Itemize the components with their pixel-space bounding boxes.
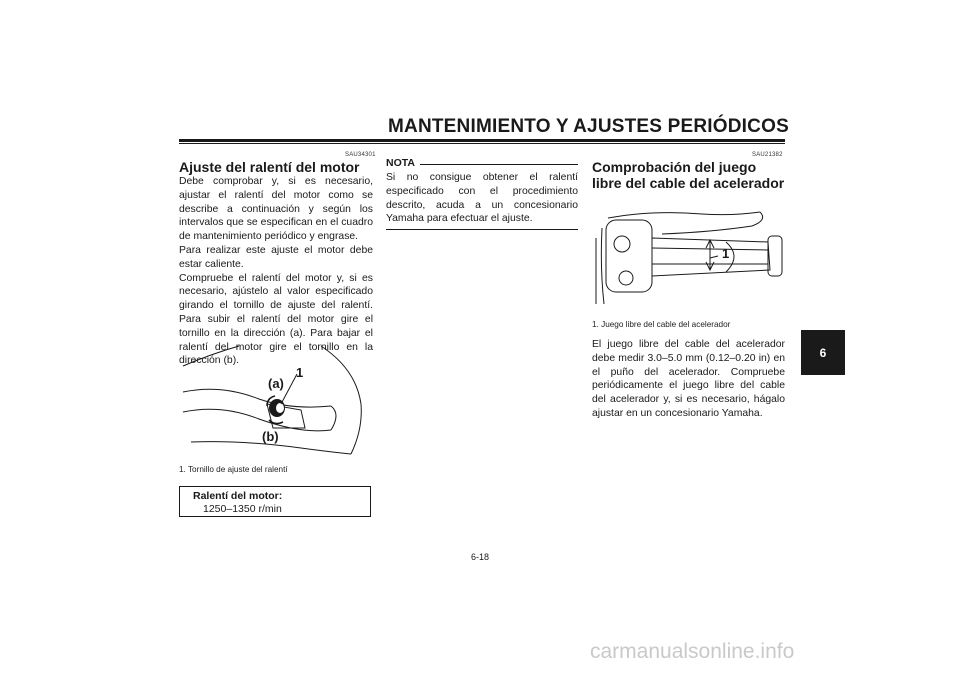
figure-caption-right: 1. Juego libre del cable del acelerador (592, 320, 731, 329)
header-rule-thin (179, 143, 785, 144)
idle-paragraph-2: Para realizar este ajuste el motor debe estar caliente. (179, 244, 373, 270)
note-text: Si no consigue obtener el ralentí especificado con el procedimiento descrito, acuda a un concesionario Yamaha para efectuar el ajuste. (386, 172, 578, 225)
spec-value: 1250–1350 r/min (203, 503, 282, 515)
note-rule (420, 164, 578, 165)
page-number: 6-18 (470, 552, 489, 562)
figure-label-b: (b) (262, 429, 279, 444)
page-header-title: MANTENIMIENTO Y AJUSTES PERIÓDICOS (388, 116, 789, 137)
section-code-right: SAU21382 (752, 152, 783, 158)
throttle-body-text: El juego libre del cable del acelerador debe medir 3.0–5.0 mm (0.12–0.20 in) en el puño del acelerador. Compruebe periódicamente el juego libre del cable del acelerador y, si es necesario, hágalo ajustar en un concesionario Yamaha. (592, 339, 785, 419)
figure-caption-left: 1. Tornillo de ajuste del ralentí (179, 465, 288, 474)
note-end-rule (386, 229, 578, 230)
spec-title: Ralentí del motor: (193, 490, 283, 502)
chapter-tab: 6 (801, 330, 845, 375)
section-code-left: SAU34301 (345, 152, 376, 158)
watermark-text: carmanualsonline.info (590, 640, 795, 663)
figure-label-a: (a) (268, 376, 284, 391)
idle-spec-box (179, 486, 371, 517)
idle-body-text (179, 175, 373, 368)
figure-label-1-left: 1 (296, 365, 304, 380)
idle-paragraph-3: Compruebe el ralentí del motor y, si es necesario, ajústelo al valor especificado girando el tornillo de ajuste del ralentí. Para subir el ralentí del motor gire el tornillo en la dirección (a). Para bajar el ralentí del motor gire el tornillo en la dirección (b). (179, 272, 373, 367)
note-label: NOTA (386, 157, 415, 169)
header-rule (179, 139, 785, 142)
section-heading-throttle: Comprobación del juego libre del cable del acelerador (592, 159, 785, 191)
section-heading-idle: Ajuste del ralentí del motor (179, 159, 360, 175)
figure-label-1-right: 1 (722, 246, 730, 261)
free-play-indicator (706, 240, 718, 270)
throttle-grip-illustration (592, 208, 786, 308)
idle-paragraph-1: Debe comprobar y, si es necesario, ajustar el ralentí del motor como se describe a continuación y según los intervalos que se especifican en el cuadro de mantenimiento periódico y engrase. (179, 176, 373, 243)
